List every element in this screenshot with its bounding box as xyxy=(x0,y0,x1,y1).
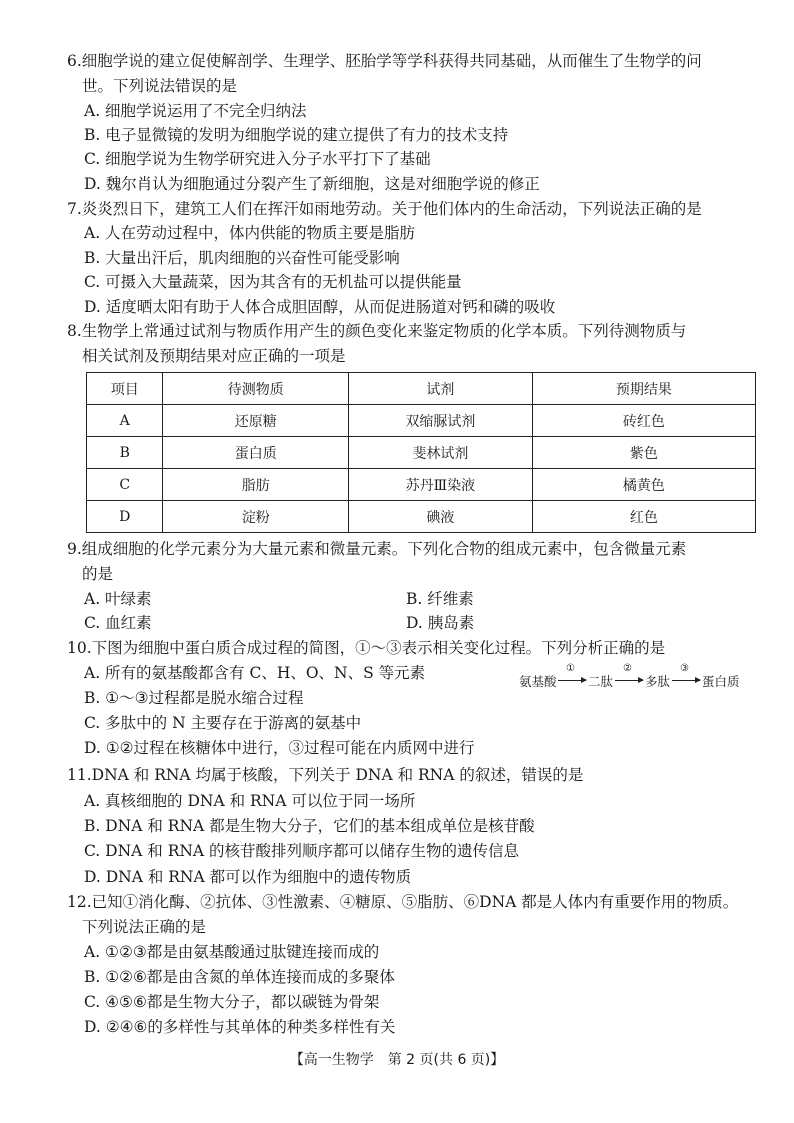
q6-option-c: C. 细胞学说为生物学研究进入分子水平打下了基础 xyxy=(84,150,431,168)
table-cell: 碘液 xyxy=(349,501,533,533)
q6-option-b: B. 电子显微镜的发明为细胞学说的建立提供了有力的技术支持 xyxy=(84,126,509,144)
table-header-cell: 试剂 xyxy=(349,373,533,405)
q12-stem-line1: 12.已知①消化酶、②抗体、③性激素、④糖原、⑤脂肪、⑥DNA 都是人体内有重要作用的物质。 xyxy=(67,893,739,911)
q6-option-a: A. 细胞学说运用了不完全归纳法 xyxy=(84,102,307,120)
q8-table xyxy=(86,372,756,533)
q12-option-a: A. ①②③都是由氨基酸通过肽键连接而成的 xyxy=(84,943,380,961)
page-footer: 【高一生物学 第 2 页(共 6 页)】 xyxy=(289,1052,505,1068)
q9-option-a: A. 叶绿素 xyxy=(84,590,152,608)
arrow-icon xyxy=(672,680,700,681)
q12-stem-line2: 下列说法正确的是 xyxy=(82,918,207,936)
table-cell: 还原糖 xyxy=(163,405,349,437)
table-row xyxy=(87,469,756,501)
table-cell: 蛋白质 xyxy=(163,437,349,469)
q8-stem-line2: 相关试剂及预期结果对应正确的一项是 xyxy=(82,347,346,365)
diagram-node-polypeptide: 多肽 xyxy=(645,674,671,689)
table-cell: 红色 xyxy=(532,501,755,533)
q11-option-d: D. DNA 和 RNA 都可以作为细胞中的遗传物质 xyxy=(84,868,412,886)
q12-option-b: B. ①②⑥都是由含氮的单体连接而成的多聚体 xyxy=(84,968,395,986)
table-cell: 紫色 xyxy=(532,437,755,469)
diagram-step-1: ① xyxy=(566,663,575,674)
table-cell: 苏丹Ⅲ染液 xyxy=(349,469,533,501)
q12-option-c: C. ④⑤⑥都是生物大分子，都以碳链为骨架 xyxy=(84,993,380,1011)
q6-option-d: D. 魏尔肖认为细胞通过分裂产生了新细胞，这是对细胞学说的修正 xyxy=(84,175,540,193)
q9-stem-line2: 的是 xyxy=(82,565,114,583)
q10-option-b: B. ①～③过程都是脱水缩合过程 xyxy=(84,689,304,707)
table-header-row xyxy=(87,373,756,405)
diagram-node-dipeptide: 二肽 xyxy=(588,674,614,689)
table-cell: B xyxy=(87,437,163,469)
q7-option-a: A. 人在劳动过程中，体内供能的物质主要是脂肪 xyxy=(84,224,416,242)
q8-stem-line1: 8.生物学上常通过试剂与物质作用产生的颜色变化来鉴定物质的化学本质。下列待测物质与 xyxy=(67,322,687,340)
diagram-node-protein: 蛋白质 xyxy=(702,674,740,689)
q10-option-a: A. 所有的氨基酸都含有 C、H、O、N、S 等元素 xyxy=(84,664,426,682)
q9-option-d: D. 胰岛素 xyxy=(406,614,475,632)
q10-option-d: D. ①②过程在核糖体中进行，③过程可能在内质网中进行 xyxy=(84,739,475,757)
q9-option-b: B. 纤维素 xyxy=(406,590,474,608)
diagram-step-2: ② xyxy=(623,663,632,674)
arrow-icon xyxy=(558,680,586,681)
q9-stem-line1: 9.组成细胞的化学元素分为大量元素和微量元素。下列化合物的组成元素中，包含微量元素 xyxy=(67,540,687,558)
q6-stem-line2: 世。下列说法错误的是 xyxy=(82,77,238,95)
q11-option-c: C. DNA 和 RNA 的核苷酸排列顺序都可以储存生物的遗传信息 xyxy=(84,842,520,860)
q7-option-b: B. 大量出汗后，肌肉细胞的兴奋性可能受影响 xyxy=(84,249,400,267)
table-cell: 脂肪 xyxy=(163,469,349,501)
table-cell: C xyxy=(87,469,163,501)
table-row xyxy=(87,405,756,437)
q11-stem: 11.DNA 和 RNA 均属于核酸，下列关于 DNA 和 RNA 的叙述，错误的是 xyxy=(67,766,584,784)
q10-stem: 10.下图为细胞中蛋白质合成过程的简图，①～③表示相关变化过程。下列分析正确的是 xyxy=(67,639,666,657)
table-row xyxy=(87,437,756,469)
table-cell: 双缩脲试剂 xyxy=(349,405,533,437)
table-cell: A xyxy=(87,405,163,437)
q7-option-d: D. 适度晒太阳有助于人体合成胆固醇，从而促进肠道对钙和磷的吸收 xyxy=(84,298,556,316)
q11-option-b: B. DNA 和 RNA 都是生物大分子，它们的基本组成单位是核苷酸 xyxy=(84,817,535,835)
table-cell: 淀粉 xyxy=(163,501,349,533)
table-cell: 斐林试剂 xyxy=(349,437,533,469)
table-cell: 橘黄色 xyxy=(532,469,755,501)
table-cell: D xyxy=(87,501,163,533)
q11-option-a: A. 真核细胞的 DNA 和 RNA 可以位于同一场所 xyxy=(84,792,416,810)
q12-option-d: D. ②④⑥的多样性与其单体的种类多样性有关 xyxy=(84,1018,396,1036)
table-header-cell: 预期结果 xyxy=(532,373,755,405)
q6-stem-line1: 6.细胞学说的建立促使解剖学、生理学、胚胎学等学科获得共同基础，从而催生了生物学的问 xyxy=(67,52,702,70)
protein-synthesis-diagram xyxy=(519,663,749,691)
table-row xyxy=(87,501,756,533)
diagram-node-amino-acid: 氨基酸 xyxy=(519,674,557,689)
table-header-cell: 项目 xyxy=(87,373,163,405)
q10-option-c: C. 多肽中的 N 主要存在于游离的氨基中 xyxy=(84,714,362,732)
q7-option-c: C. 可摄入大量蔬菜，因为其含有的无机盐可以提供能量 xyxy=(84,273,462,291)
q7-stem: 7.炎炎烈日下，建筑工人们在挥汗如雨地劳动。关于他们体内的生命活动，下列说法正确的是 xyxy=(67,200,702,218)
arrow-icon xyxy=(615,680,643,681)
q9-option-c: C. 血红素 xyxy=(84,614,152,632)
diagram-step-3: ③ xyxy=(680,663,689,674)
table-header-cell: 待测物质 xyxy=(163,373,349,405)
table-cell: 砖红色 xyxy=(532,405,755,437)
